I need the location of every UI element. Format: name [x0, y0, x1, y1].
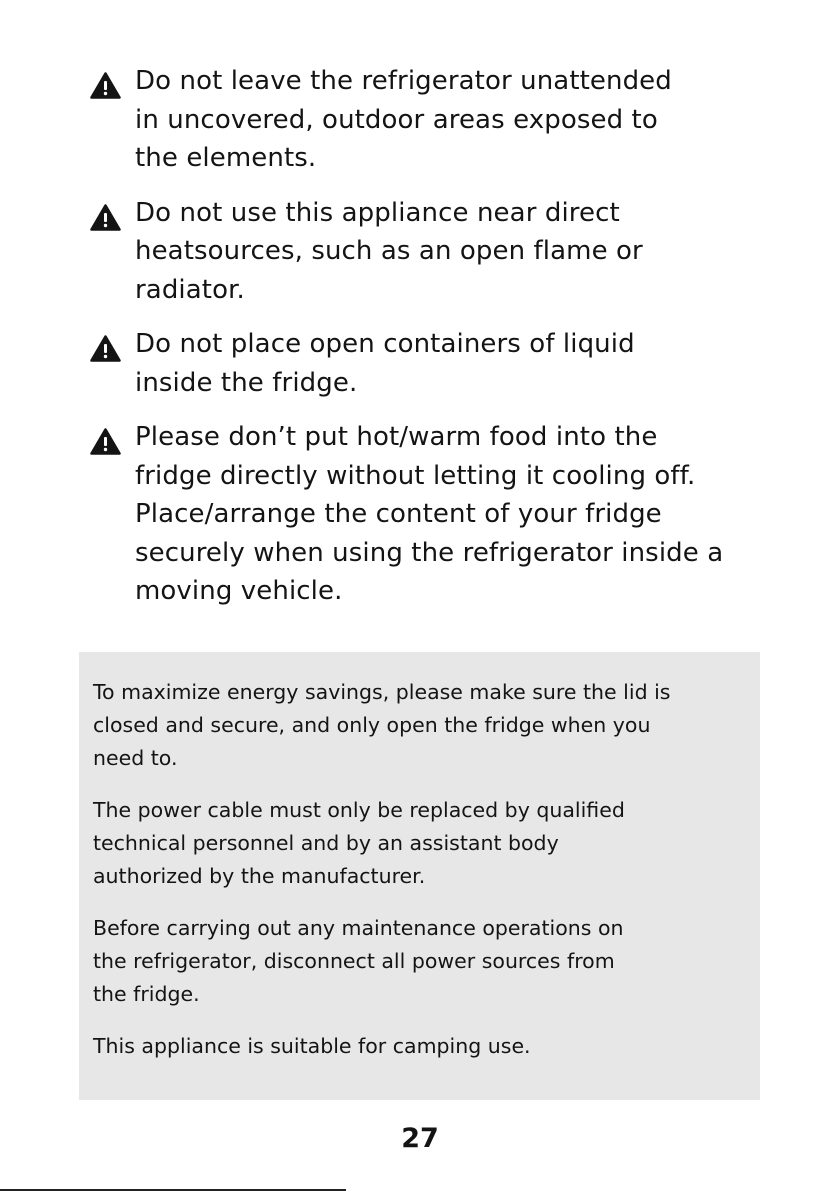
warning-triangle-icon [90, 428, 121, 455]
warning-triangle-icon [90, 72, 121, 99]
footer-divider [0, 1189, 346, 1191]
info-box [79, 652, 760, 1100]
warning-text: Do not use this appliance near direct heatsources, such as an open flame or radiator. [135, 197, 643, 305]
warning-list [90, 62, 790, 627]
warning-triangle-icon [90, 335, 121, 362]
warning-text: Do not leave the refrigerator unattended in uncovered, outdoor areas exposed to the elements. [135, 66, 672, 173]
warning-item [90, 194, 790, 310]
info-paragraph: The power cable must only be replaced by qualified technical personnel and by an assistant body authorized by the manufacturer. [93, 798, 625, 888]
warning-item [90, 418, 790, 611]
warning-text: Do not place open containers of liquid inside the fridge. [135, 329, 635, 398]
warning-triangle-icon [90, 204, 121, 231]
warning-item [90, 325, 790, 402]
warning-item [90, 62, 790, 178]
warning-text: Please don’t put hot/warm food into the fridge directly without letting it cooling off. Place/arrange the content of your fridge securely when using the refrigerator inside a moving vehicle. [135, 422, 724, 606]
info-paragraph: Before carrying out any maintenance operations on the refrigerator, disconnect all power sources from the fridge. [93, 916, 624, 1006]
info-paragraph: This appliance is suitable for camping use. [93, 1034, 531, 1058]
page-number: 27 [401, 1123, 439, 1154]
info-paragraph: To maximize energy savings, please make sure the lid is closed and secure, and only open the fridge when you need to. [93, 680, 671, 770]
